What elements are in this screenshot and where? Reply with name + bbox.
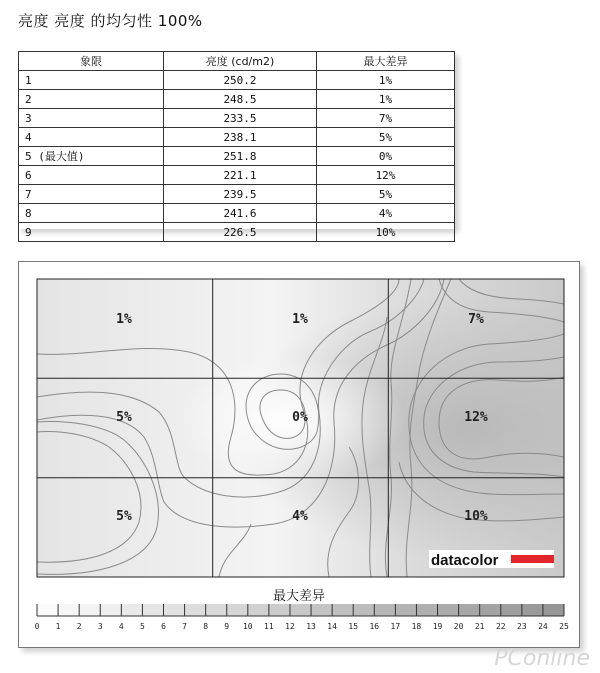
legend-swatch <box>269 604 291 616</box>
diff-cell: 12% <box>317 166 455 185</box>
legend-tick-label: 3 <box>97 622 103 631</box>
quadrant-cell: 8 <box>19 204 164 223</box>
quadrant-9-label: 10% <box>464 509 488 524</box>
uniformity-map-panel <box>18 261 580 648</box>
legend-swatch <box>501 604 523 616</box>
quadrant-8-label: 4% <box>292 509 308 524</box>
legend-tick-label: 21 <box>474 622 485 631</box>
legend-swatch <box>185 604 207 616</box>
legend-swatch <box>332 604 354 616</box>
legend-swatch <box>311 604 333 616</box>
legend-swatch <box>480 604 502 616</box>
legend-swatch <box>543 604 565 616</box>
legend-swatch <box>37 604 59 616</box>
table-row <box>19 166 455 185</box>
quadrant-cell: 5 (最大值) <box>19 147 164 166</box>
diff-cell: 0% <box>317 147 455 166</box>
diff-cell: 5% <box>317 128 455 147</box>
quadrant-5-label: 0% <box>292 410 308 425</box>
quadrant-1-label: 1% <box>116 312 132 327</box>
table-row <box>19 204 455 223</box>
legend-tick-label: 17 <box>390 622 401 631</box>
legend-swatch <box>121 604 143 616</box>
brightness-cell: 233.5 <box>164 109 317 128</box>
uniformity-table-container <box>18 51 455 239</box>
diff-cell: 10% <box>317 223 455 242</box>
brightness-cell: 226.5 <box>164 223 317 242</box>
legend-tick-label: 11 <box>264 622 274 631</box>
legend-tick-label: 14 <box>327 622 337 631</box>
legend-swatch <box>522 604 544 616</box>
header-max-diff: 最大差异 <box>317 52 455 71</box>
quadrant-cell: 2 <box>19 90 164 109</box>
diff-cell: 5% <box>317 185 455 204</box>
legend-tick-label: 25 <box>559 622 569 631</box>
legend-swatch <box>459 604 481 616</box>
legend-swatch <box>206 604 228 616</box>
uniformity-table <box>18 51 455 242</box>
legend-swatch <box>142 604 164 616</box>
diff-cell: 1% <box>317 90 455 109</box>
table-row <box>19 223 455 242</box>
header-brightness: 亮度 (cd/m2) <box>164 52 317 71</box>
brightness-cell: 241.6 <box>164 204 317 223</box>
quadrant-3-label: 7% <box>468 312 484 327</box>
quadrant-cell: 1 <box>19 71 164 90</box>
legend-tick-label: 1 <box>55 622 61 631</box>
legend-bar <box>35 604 569 631</box>
legend-tick-label: 0 <box>34 622 40 631</box>
legend-tick-label: 18 <box>411 622 422 631</box>
legend-swatch <box>374 604 396 616</box>
pconline-watermark: PConline <box>494 646 590 671</box>
brightness-cell: 250.2 <box>164 71 317 90</box>
logo-red-bar <box>511 555 554 563</box>
quadrant-cell: 7 <box>19 185 164 204</box>
table-row <box>19 109 455 128</box>
legend-tick-label: 22 <box>495 622 506 631</box>
legend-swatch <box>438 604 460 616</box>
legend-tick-label: 12 <box>285 622 295 631</box>
legend-swatch <box>100 604 122 616</box>
legend-tick-label: 4 <box>118 622 124 631</box>
legend-tick-label: 10 <box>242 622 253 631</box>
legend-tick-label: 7 <box>182 622 187 631</box>
legend-tick-label: 8 <box>203 622 209 631</box>
quadrant-cell: 6 <box>19 166 164 185</box>
legend-swatch <box>353 604 375 616</box>
quadrant-cell: 9 <box>19 223 164 242</box>
quadrant-4-label: 5% <box>116 410 132 425</box>
legend-tick-label: 13 <box>306 622 316 631</box>
legend-tick-label: 20 <box>453 622 464 631</box>
legend-tick-label: 15 <box>348 622 359 631</box>
legend-tick-label: 5 <box>139 622 145 631</box>
legend-tick-label: 23 <box>517 622 527 631</box>
quadrant-7-label: 5% <box>116 509 132 524</box>
table-row <box>19 128 455 147</box>
legend-tick-label: 24 <box>538 622 548 631</box>
legend-tick-label: 9 <box>224 622 230 631</box>
quadrant-6-label: 12% <box>464 410 488 425</box>
legend-tick-label: 2 <box>76 622 82 631</box>
legend-swatch <box>290 604 312 616</box>
legend-swatch <box>248 604 270 616</box>
table-row <box>19 185 455 204</box>
quadrant-2-label: 1% <box>292 312 308 327</box>
legend-tick-label: 19 <box>432 622 443 631</box>
diff-cell: 4% <box>317 204 455 223</box>
legend-swatch <box>163 604 185 616</box>
table-row <box>19 147 455 166</box>
brightness-cell: 251.8 <box>164 147 317 166</box>
brightness-cell: 238.1 <box>164 128 317 147</box>
diff-cell: 1% <box>317 71 455 90</box>
logo-text: datacolor <box>431 552 499 569</box>
legend-swatch <box>416 604 438 616</box>
table-header-row <box>19 52 455 71</box>
page-title: 亮度 亮度 的均匀性 100% <box>18 12 203 30</box>
legend-swatch <box>58 604 80 616</box>
quadrant-cell: 4 <box>19 128 164 147</box>
table-row <box>19 90 455 109</box>
legend-swatch <box>79 604 101 616</box>
table-row <box>19 71 455 90</box>
header-quadrant: 象限 <box>19 52 164 71</box>
legend-tick-label: 16 <box>369 622 380 631</box>
brightness-cell: 248.5 <box>164 90 317 109</box>
quadrant-cell: 3 <box>19 109 164 128</box>
datacolor-logo <box>429 550 554 569</box>
legend-swatch <box>227 604 249 616</box>
legend-tick-label: 6 <box>161 622 166 631</box>
brightness-cell: 239.5 <box>164 185 317 204</box>
brightness-cell: 221.1 <box>164 166 317 185</box>
legend-title: 最大差异 <box>272 589 325 604</box>
legend-swatch <box>395 604 417 616</box>
diff-cell: 7% <box>317 109 455 128</box>
